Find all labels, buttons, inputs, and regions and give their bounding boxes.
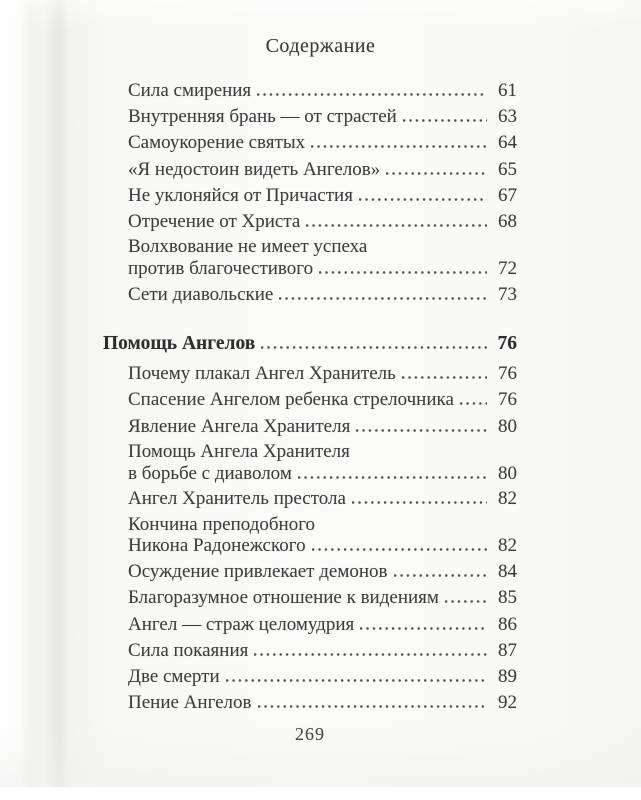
toc-entry [103,514,517,558]
toc-entry-page: 84 [498,561,517,583]
toc-entry [103,78,517,104]
toc-entry-line1: Помощь Ангела Хранителя [128,440,350,462]
toc-entry [103,157,517,183]
toc-entry-page: 68 [498,211,517,233]
toc-list [103,78,517,716]
toc-entry-title: Две смерти [128,666,220,688]
toc-entry [103,209,517,235]
dot-leader [460,401,487,405]
toc-entry-page: 82 [498,535,517,557]
toc-entry-title: Осуждение привлекает демонов [128,561,388,583]
toc-entry-page: 89 [498,666,517,688]
toc-entry-title: Сети диавольские [128,283,274,305]
dot-leader [306,223,487,227]
toc-entry-page: 73 [498,283,517,305]
toc-entry-title: Никона Радонежского [128,535,306,557]
toc-entry-page: 85 [498,587,517,609]
toc-entry-page: 80 [498,415,517,437]
dot-leader [352,500,487,504]
dot-leader [356,428,487,432]
toc-entry-title: Почему плакал Ангел Хранитель [128,363,396,385]
dot-leader [257,92,487,96]
dot-leader [402,375,487,379]
dot-leader [386,171,487,175]
toc-entry-title: Благоразумное отношение к видениям [128,587,439,609]
toc-entry [103,559,517,585]
toc-entry [103,486,517,512]
toc-entry-page: 67 [498,184,517,206]
dot-leader [319,270,487,274]
toc-entry-title: Спасение Ангелом ребенка стрелочника [128,389,454,411]
toc-entry [103,612,517,638]
toc-section-header [103,331,517,357]
dot-leader [261,345,487,349]
dot-leader [298,475,487,479]
toc-entry [103,387,517,413]
toc-entry-page: 76 [497,333,517,355]
dot-leader [394,573,488,577]
toc-entry [103,104,517,130]
toc-entry-page: 92 [498,692,517,714]
dot-leader [359,197,487,201]
toc-entry-title: Пение Ангелов [128,692,252,714]
dot-leader [258,704,488,708]
toc-entry-page: 86 [498,613,517,635]
dot-leader [312,547,487,551]
dot-leader [226,678,487,682]
toc-entry [103,236,517,280]
dot-leader [403,118,487,122]
toc-entry [103,282,517,308]
toc-entry-title: против благочестивого [128,258,314,280]
toc-entry-title: Ангел Хранитель престола [128,488,346,510]
toc-entry-page: 64 [498,132,517,154]
page-number: 269 [295,724,325,744]
toc-entry-title: Явление Ангела Хранителя [128,415,351,437]
toc-entry-title: Не уклоняйся от Причастия [128,184,353,206]
toc-entry-page: 76 [498,389,517,411]
toc-entry [103,585,517,611]
dot-leader [279,296,487,300]
toc-entry [103,441,517,485]
toc-entry-title: в борьбе с диаволом [128,462,292,484]
toc-entry-title: Сила смирения [128,80,252,101]
toc-entry-line1: Кончина преподобного [128,513,316,535]
toc-entry-title: Ангел — страж целомудрия [128,613,355,635]
toc-entry [103,414,517,440]
toc-entry-page: 63 [498,106,517,128]
toc-entry [103,690,517,716]
toc-entry [103,664,517,690]
toc-entry [103,361,517,387]
toc-entry-page: 82 [498,488,517,510]
toc-entry-title: Отречение от Христа [128,211,301,233]
dot-leader [311,144,487,148]
toc-entry-title: Самоукорение святых [128,132,306,154]
toc-entry-page: 61 [498,80,517,101]
page-title: Содержание [265,35,376,57]
toc-entry-title: «Я недостоин видеть Ангелов» [128,158,381,180]
toc-entry-title: Внутренняя брань — от страстей [128,106,397,128]
dot-leader [445,599,487,603]
toc-entry-title: Помощь Ангелов [103,333,256,355]
toc-entry-title: Сила покаяния [128,639,249,661]
toc-entry-page: 72 [498,258,517,280]
toc-entry [103,183,517,209]
toc-entry-page: 80 [498,462,517,484]
dot-leader [254,652,487,656]
toc-entry-line1: Волхвование не имеет успеха [128,236,368,258]
dot-leader [360,626,487,630]
toc-entry-page: 76 [498,363,517,385]
toc-entry [103,638,517,664]
toc-entry-page: 87 [498,639,517,661]
toc-entry-page: 65 [498,158,517,180]
toc-entry [103,130,517,156]
